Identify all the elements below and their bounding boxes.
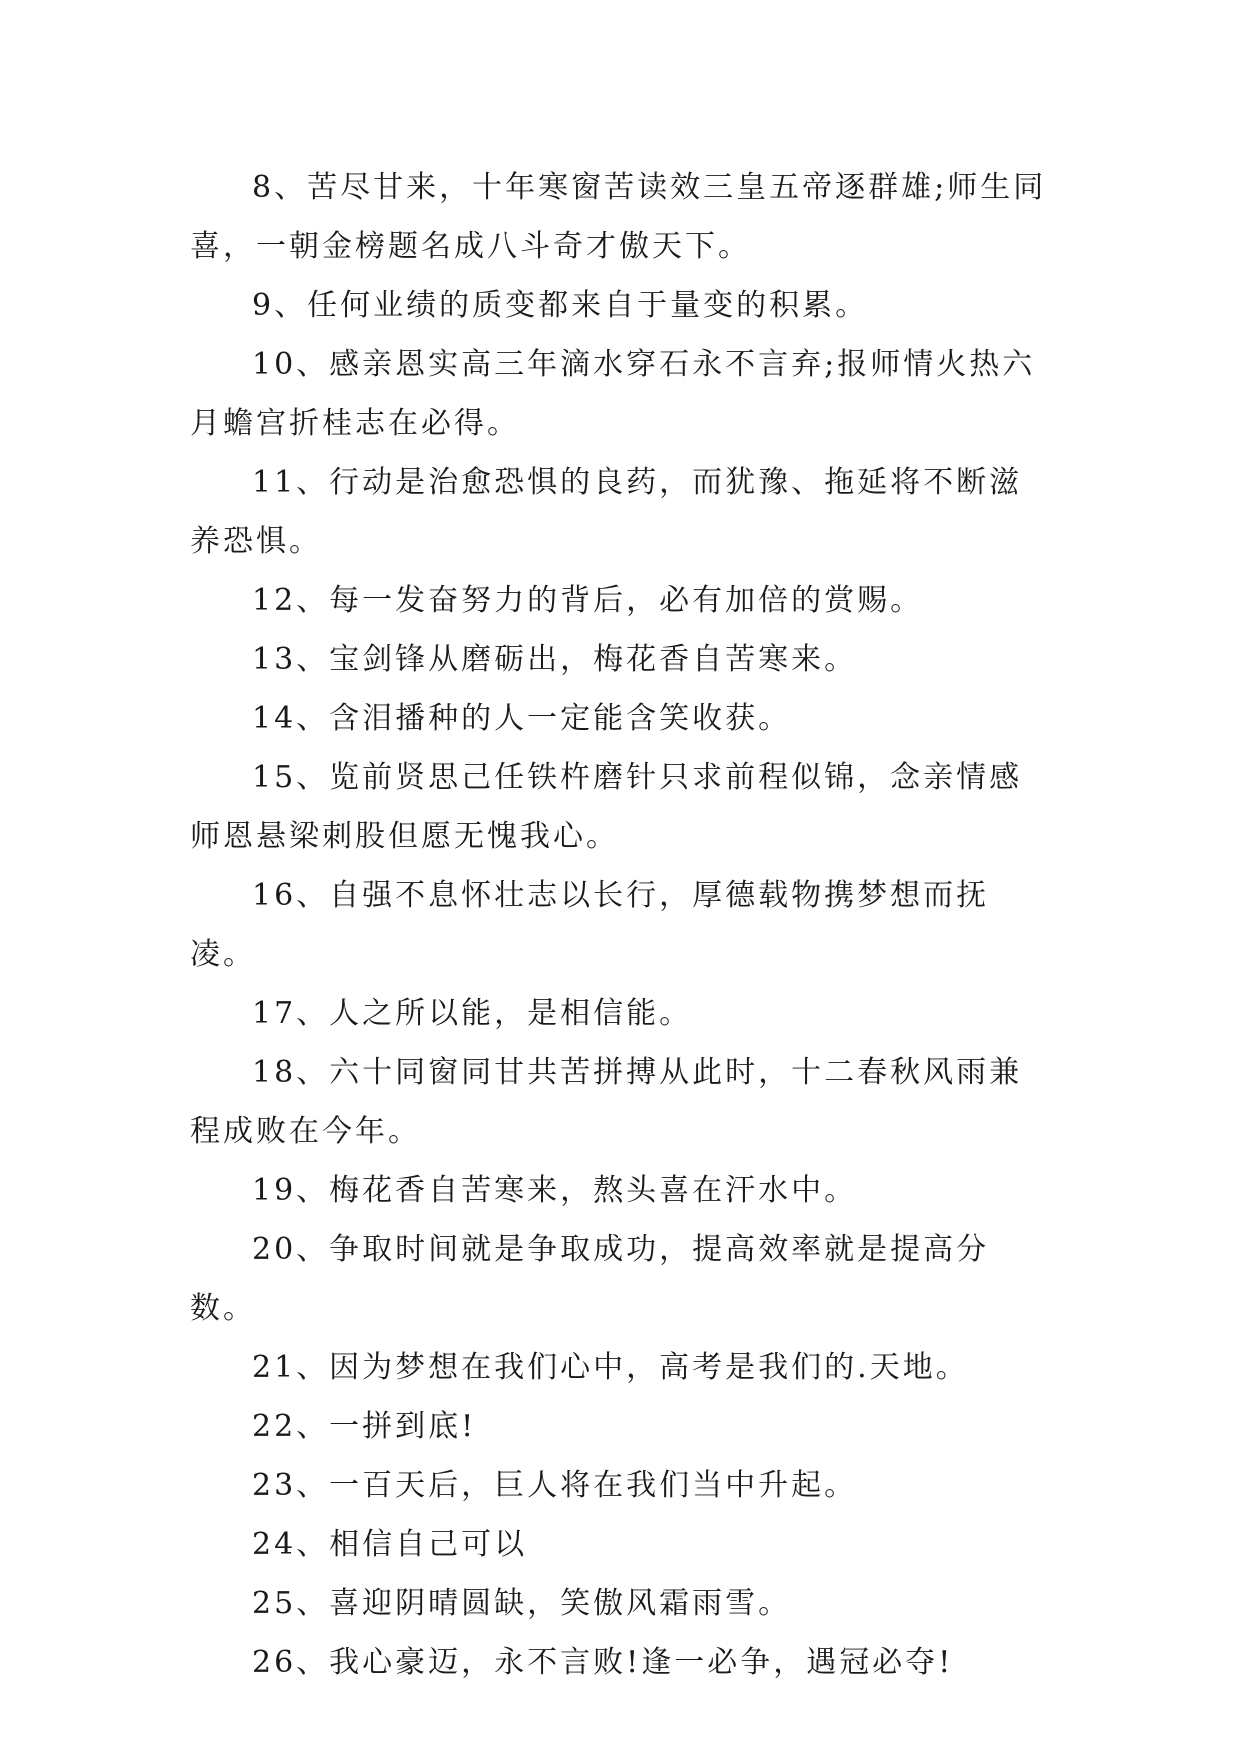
paragraph-25: 25、喜迎阴晴圆缺，笑傲风霜雨雪。: [252, 1586, 792, 1621]
paragraph-12: 12、每一发奋努力的背后，必有加倍的赏赐。: [252, 583, 924, 618]
paragraph-13: 13、宝剑锋从磨砺出，梅花香自苦寒来。: [252, 642, 858, 677]
paragraph-26: 26、我心豪迈，永不言败!逢一必争，遇冠必夺!: [252, 1645, 954, 1680]
paragraph-19: 19、梅花香自苦寒来，熬头喜在汗水中。: [252, 1173, 858, 1208]
paragraph-24: 24、相信自己可以: [252, 1527, 528, 1562]
paragraph-16: 16、自强不息怀壮志以长行，厚德载物携梦想而抚凌。: [190, 878, 990, 972]
paragraph-18: 18、六十同窗同甘共苦拼搏从此时，十二春秋风雨兼程成败在今年。: [190, 1055, 1023, 1149]
paragraph-23: 23、一百天后，巨人将在我们当中升起。: [252, 1468, 858, 1503]
paragraph-21: 21、因为梦想在我们心中，高考是我们的.天地。: [252, 1350, 969, 1385]
paragraph-17: 17、人之所以能，是相信能。: [252, 996, 693, 1031]
paragraph-15: 15、览前贤思己任铁杵磨针只求前程似锦，念亲情感师恩悬梁刺股但愿无愧我心。: [190, 760, 1023, 854]
paragraph-8: 8、苦尽甘来，十年寒窗苦读效三皇五帝逐群雄;师生同喜，一朝金榜题名成八斗奇才傲天下。: [190, 170, 1047, 264]
document-body: [190, 158, 1050, 1692]
paragraph-14: 14、含泪播种的人一定能含笑收获。: [252, 701, 792, 736]
paragraph-10: 10、感亲恩实高三年滴水穿石永不言弃;报师情火热六月蟾宫折桂志在必得。: [190, 347, 1036, 441]
paragraph-22: 22、一拼到底!: [252, 1409, 477, 1444]
paragraph-20: 20、争取时间就是争取成功，提高效率就是提高分数。: [190, 1232, 990, 1326]
paragraph-11: 11、行动是治愈恐惧的良药，而犹豫、拖延将不断滋养恐惧。: [190, 465, 1023, 559]
paragraph-9: 9、任何业绩的质变都来自于量变的积累。: [252, 288, 869, 323]
